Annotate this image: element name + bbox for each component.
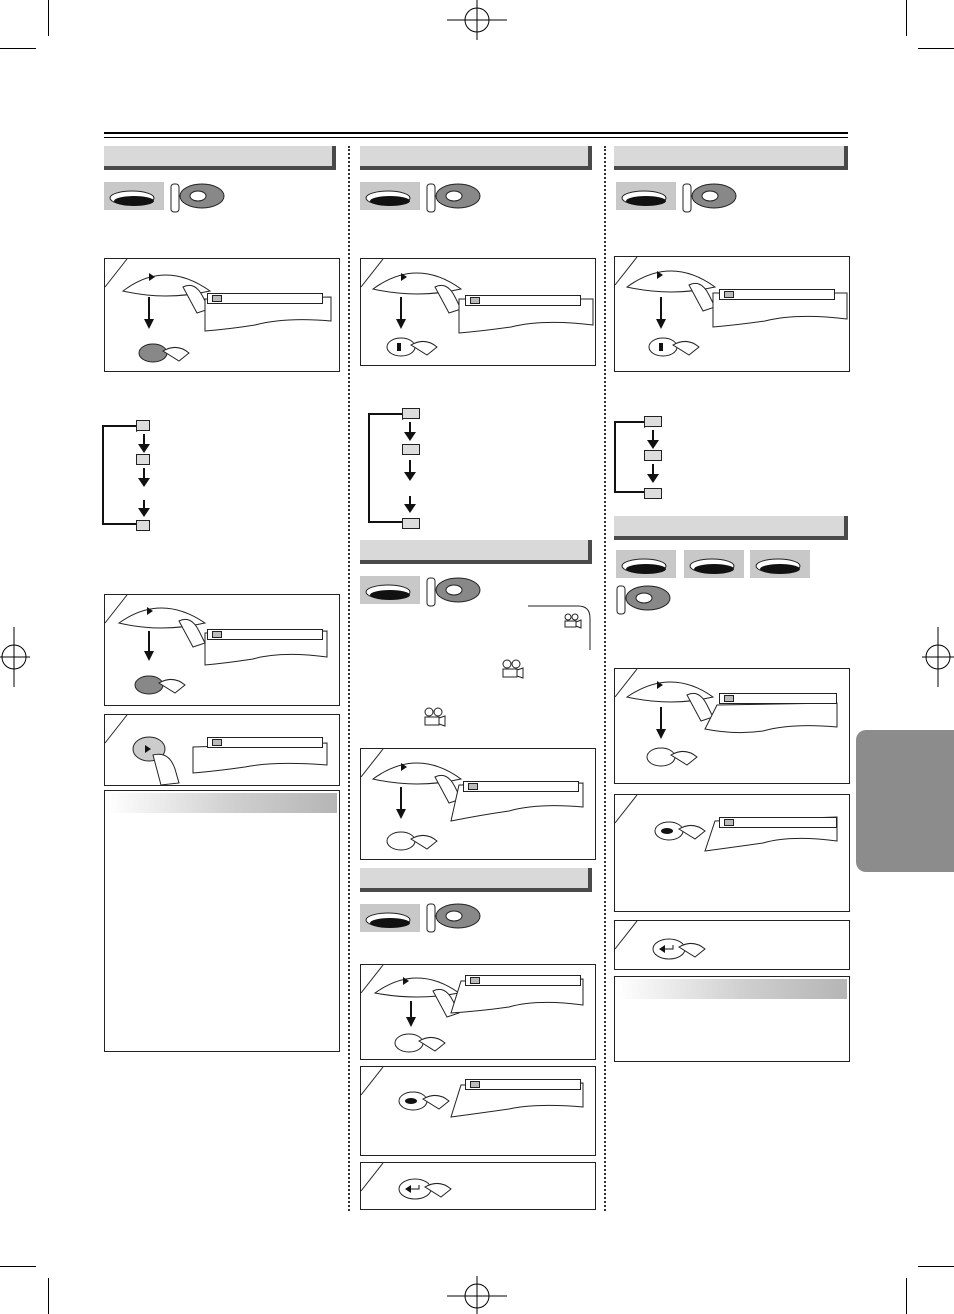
section-header-title-marker <box>360 868 592 892</box>
note-box <box>104 790 340 1052</box>
subtitle-icon <box>212 631 222 638</box>
step-box <box>614 668 850 784</box>
dvd-disc-icon <box>616 182 676 210</box>
step-illustration <box>615 795 851 913</box>
step-illustration <box>361 259 597 367</box>
arrow-down-icon <box>652 464 654 476</box>
column-separator <box>348 146 350 1211</box>
surround-icon <box>724 695 734 702</box>
camera-angle-icon <box>424 708 446 726</box>
angle-icon <box>468 783 478 790</box>
dvd-disc-icon <box>360 904 420 932</box>
marker-icon <box>470 1081 480 1088</box>
subtitle-icon <box>212 295 222 302</box>
section-header-subtitle <box>104 146 336 170</box>
arrow-down-icon <box>143 434 145 446</box>
step-illustration <box>361 749 597 861</box>
stereo-icon <box>644 416 662 427</box>
vcd-disc-icon <box>750 550 810 578</box>
section-header-stereo <box>614 146 848 170</box>
audio-icon <box>402 444 420 455</box>
step-box <box>360 1162 596 1210</box>
osd-bar <box>463 781 579 792</box>
osd-bar <box>719 693 837 704</box>
disc-tag <box>684 550 744 578</box>
arrow-down-icon <box>409 422 411 434</box>
remote-hand-icon <box>424 900 484 936</box>
subtitle-icon <box>136 520 150 531</box>
dvd-disc-icon <box>360 182 420 210</box>
section-header-audio <box>360 146 592 170</box>
step-box <box>360 964 596 1060</box>
section-header-virtual-surround <box>614 516 848 540</box>
step-box <box>360 1066 596 1156</box>
cycle-loop-line <box>368 413 402 523</box>
return-button-icon <box>361 1163 597 1211</box>
disc-tag <box>616 550 676 578</box>
step-box <box>104 594 340 706</box>
stereo-icon <box>644 450 662 461</box>
step-illustration <box>615 669 851 785</box>
remote-hand-icon <box>614 582 674 618</box>
arrow-down-icon <box>409 460 411 474</box>
note-header-band <box>617 979 847 999</box>
remote-hand-icon <box>680 180 740 216</box>
step-illustration <box>105 715 341 787</box>
arrow-down-icon <box>143 500 145 510</box>
osd-bar <box>719 289 835 300</box>
subtitle-icon <box>212 739 222 746</box>
side-tab <box>856 730 954 872</box>
step-box <box>104 714 340 786</box>
audio-icon <box>402 408 420 419</box>
step-illustration <box>105 595 341 707</box>
angle-corner-callout <box>528 604 594 652</box>
step-box <box>360 748 596 860</box>
remote-hand-icon <box>424 574 484 610</box>
header-rule <box>104 132 848 134</box>
disc-tag <box>750 550 810 578</box>
surround-icon <box>724 819 734 826</box>
marker-icon <box>470 977 480 984</box>
step-box <box>614 920 850 970</box>
osd-bar <box>207 737 323 748</box>
subtitle-icon <box>136 454 150 465</box>
step-illustration <box>105 259 341 373</box>
remote-hand-icon <box>168 180 228 216</box>
dvd-tag <box>360 182 420 210</box>
dvd-tag <box>104 182 164 210</box>
dvd-tag <box>360 576 420 604</box>
remote-hand-icon <box>424 180 484 216</box>
osd-bar <box>465 1079 581 1090</box>
step-box <box>360 258 596 366</box>
cd-disc-icon <box>684 550 744 578</box>
step-box <box>614 794 850 912</box>
stereo-icon <box>724 291 734 298</box>
dvd-disc-icon <box>616 550 676 578</box>
arrow-down-icon <box>409 496 411 506</box>
column-separator <box>604 146 606 1211</box>
osd-bar <box>465 295 581 306</box>
arrow-down-icon <box>652 430 654 442</box>
disc-tag <box>616 182 676 210</box>
osd-bar <box>719 817 837 828</box>
note-box <box>614 976 850 1062</box>
camera-angle-icon <box>502 660 524 678</box>
step-box <box>614 256 850 372</box>
subtitle-icon <box>136 420 150 431</box>
stereo-icon <box>644 488 662 499</box>
audio-icon <box>402 518 420 529</box>
audio-icon <box>470 297 480 304</box>
return-button-icon <box>615 921 851 971</box>
dvd-disc-icon <box>360 576 420 604</box>
osd-bar <box>465 975 581 986</box>
osd-bar <box>207 293 323 304</box>
arrow-down-icon <box>143 468 145 480</box>
camera-angle-icon <box>564 614 582 628</box>
step-illustration <box>615 257 851 373</box>
dvd-disc-icon <box>104 182 164 210</box>
osd-bar <box>207 629 323 640</box>
cycle-loop-line <box>614 421 644 493</box>
note-header-band <box>107 793 337 813</box>
step-box <box>104 258 340 372</box>
dvd-tag <box>360 904 420 932</box>
header-rule <box>104 137 848 138</box>
cycle-loop-line <box>102 425 136 525</box>
section-header-angle <box>360 540 592 564</box>
